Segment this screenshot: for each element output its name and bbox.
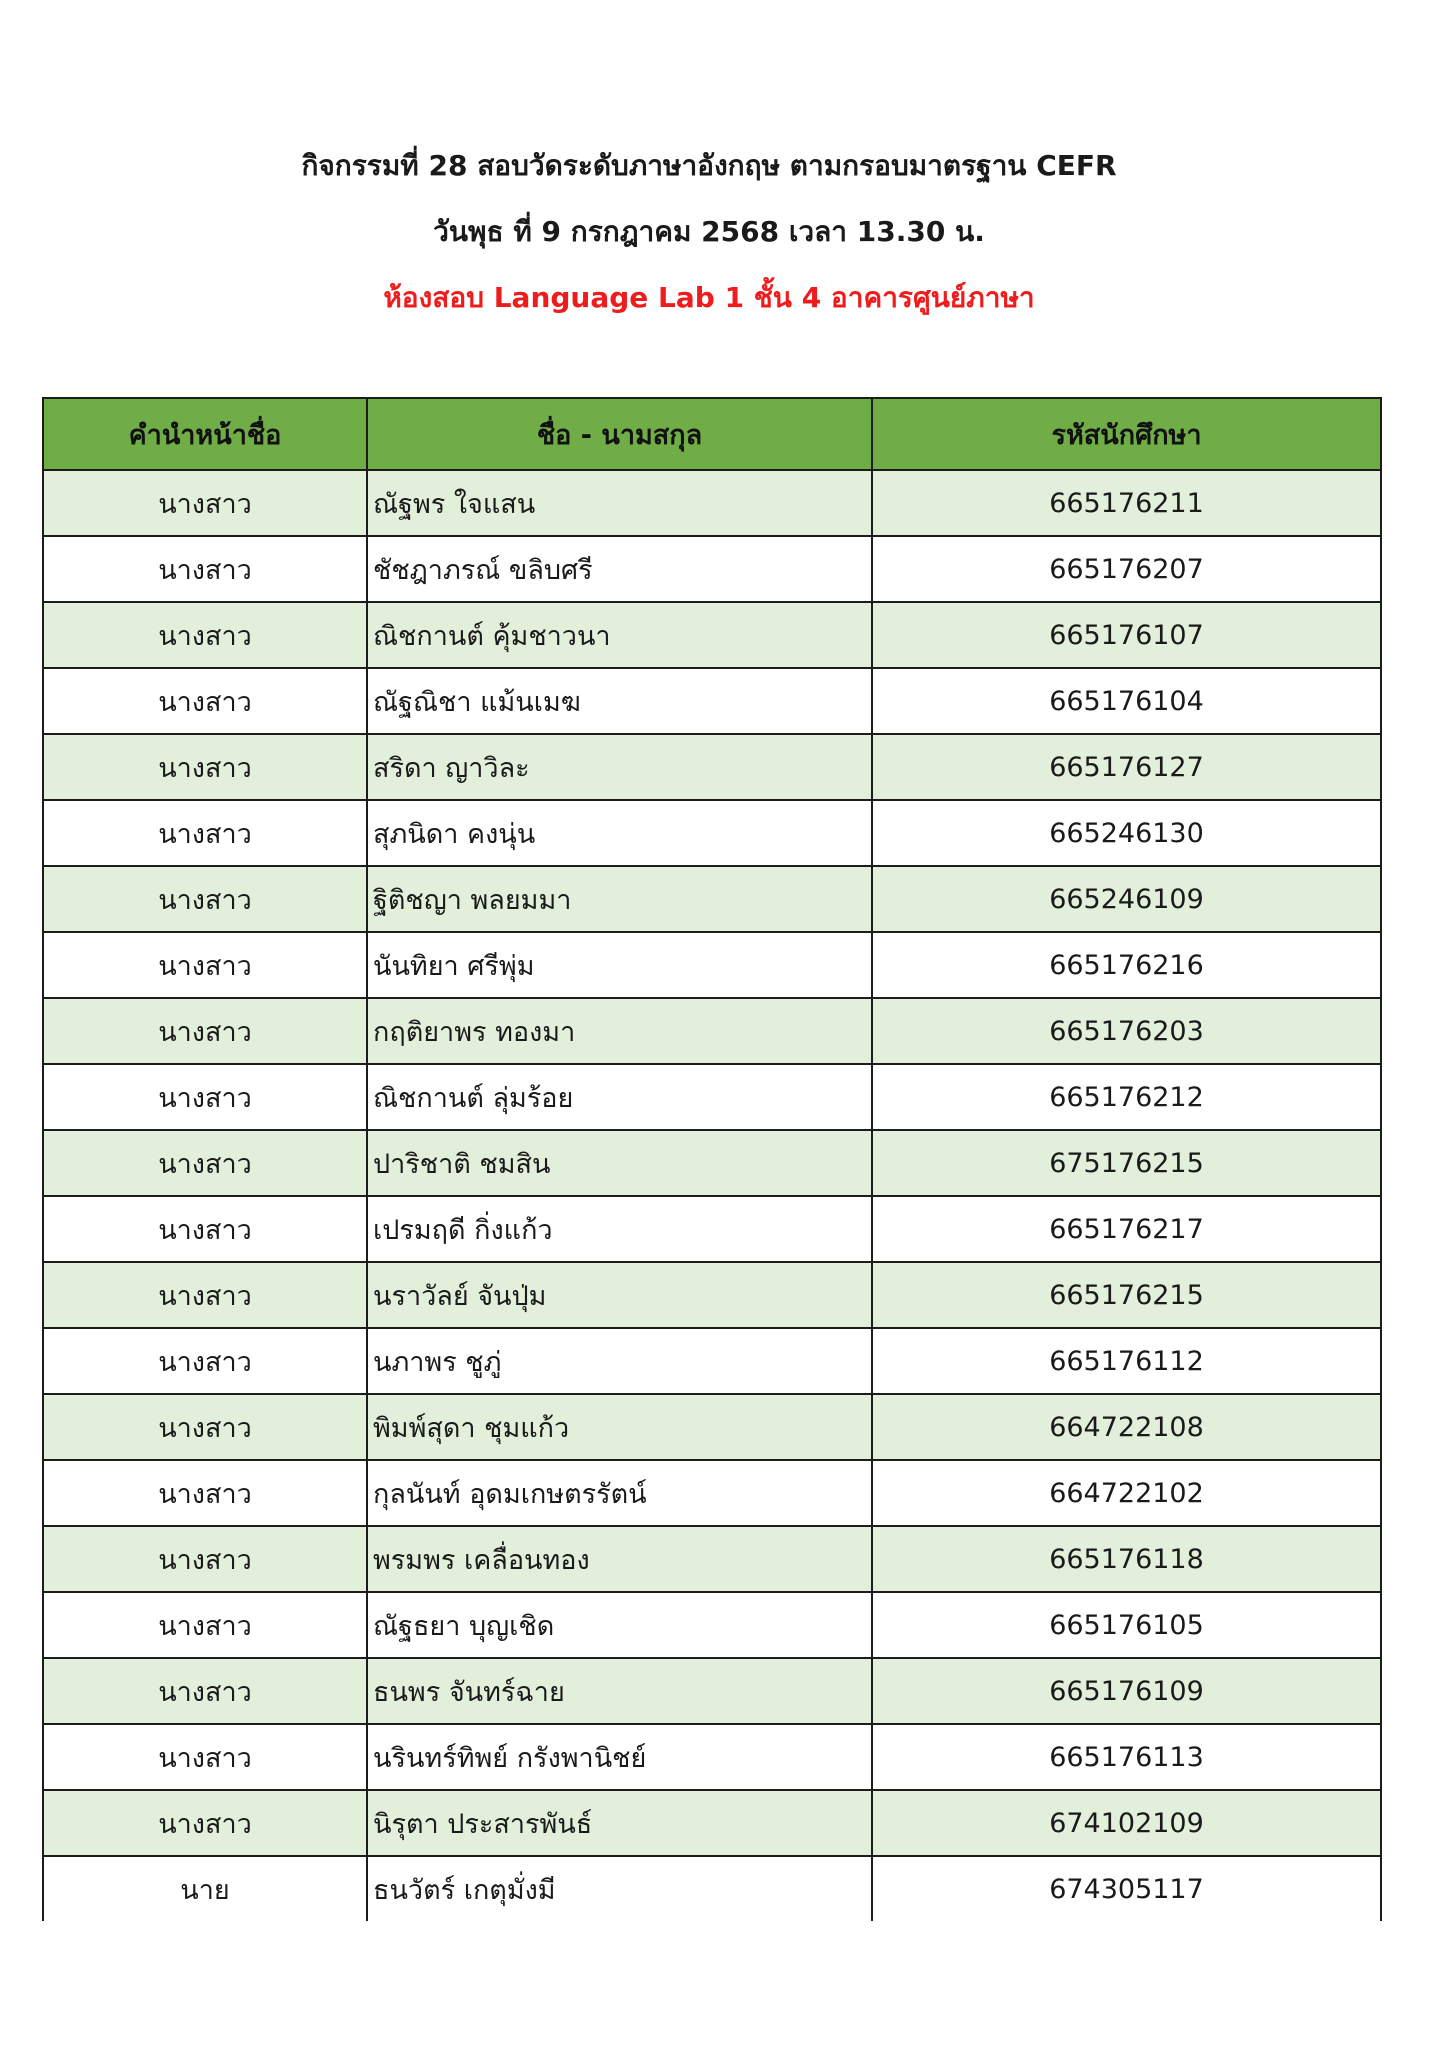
student-id-cell: 665176203 bbox=[872, 998, 1381, 1064]
table-row bbox=[43, 602, 1381, 668]
table-row bbox=[43, 800, 1381, 866]
student-id-cell: 665176104 bbox=[872, 668, 1381, 734]
prefix-cell: นางสาว bbox=[43, 1130, 367, 1196]
prefix-cell: นางสาว bbox=[43, 932, 367, 998]
name-cell: ปาริชาติ ชมสิน bbox=[367, 1130, 872, 1196]
table-row bbox=[43, 1526, 1381, 1592]
table-row bbox=[43, 1724, 1381, 1790]
name-cell: ฐิติชญา พลยมมา bbox=[367, 866, 872, 932]
name-cell: นันทิยา ศรีพุ่ม bbox=[367, 932, 872, 998]
prefix-cell: นางสาว bbox=[43, 998, 367, 1064]
prefix-cell: นางสาว bbox=[43, 1658, 367, 1724]
table-row bbox=[43, 470, 1381, 536]
name-cell: ณิชกานต์ ลุ่มร้อย bbox=[367, 1064, 872, 1130]
name-cell: สุภนิดา คงนุ่น bbox=[367, 800, 872, 866]
name-cell: นิรุตา ประสารพันธ์ bbox=[367, 1790, 872, 1856]
student-roster-table bbox=[42, 397, 1382, 1921]
table-row bbox=[43, 1790, 1381, 1856]
student-id-cell: 665176109 bbox=[872, 1658, 1381, 1724]
table-row bbox=[43, 1130, 1381, 1196]
table-row bbox=[43, 1856, 1381, 1921]
table-row bbox=[43, 1460, 1381, 1526]
table-row bbox=[43, 998, 1381, 1064]
name-cell: ณัฐพร ใจแสน bbox=[367, 470, 872, 536]
table-header bbox=[43, 398, 1381, 470]
table-row bbox=[43, 1592, 1381, 1658]
prefix-cell: นางสาว bbox=[43, 866, 367, 932]
prefix-cell: นางสาว bbox=[43, 1196, 367, 1262]
table-row bbox=[43, 866, 1381, 932]
prefix-cell: นางสาว bbox=[43, 668, 367, 734]
name-cell: ธนพร จันทร์ฉาย bbox=[367, 1658, 872, 1724]
student-id-cell: 665176107 bbox=[872, 602, 1381, 668]
student-id-cell: 665176211 bbox=[872, 470, 1381, 536]
student-id-cell: 665246109 bbox=[872, 866, 1381, 932]
name-cell: เปรมฤดี กิ่งแก้ว bbox=[367, 1196, 872, 1262]
name-cell: นภาพร ชูภู่ bbox=[367, 1328, 872, 1394]
student-id-cell: 674305117 bbox=[872, 1856, 1381, 1921]
column-header-name: ชื่อ - นามสกุล bbox=[367, 398, 872, 470]
table-row bbox=[43, 1658, 1381, 1724]
exam-room: ห้องสอบ Language Lab 1 ชั้น 4 อาคารศูนย์ภาษา bbox=[383, 281, 1035, 314]
name-cell: กุลนันท์ อุดมเกษตรรัตน์ bbox=[367, 1460, 872, 1526]
exam-date-time: วันพุธ ที่ 9 กรกฎาคม 2568 เวลา 13.30 น. bbox=[433, 215, 985, 248]
student-id-cell: 664722102 bbox=[872, 1460, 1381, 1526]
table-row bbox=[43, 932, 1381, 998]
header-row bbox=[43, 398, 1381, 470]
name-cell: ณิชกานต์ คุ้มชาวนา bbox=[367, 602, 872, 668]
student-id-cell: 665246130 bbox=[872, 800, 1381, 866]
student-id-cell: 665176113 bbox=[872, 1724, 1381, 1790]
prefix-cell: นางสาว bbox=[43, 1328, 367, 1394]
student-id-cell: 665176105 bbox=[872, 1592, 1381, 1658]
name-cell: ชัชฎาภรณ์ ขลิบศรี bbox=[367, 536, 872, 602]
name-cell: ธนวัตร์ เกตุมั่งมี bbox=[367, 1856, 872, 1921]
name-cell: นราวัลย์ จันปุ่ม bbox=[367, 1262, 872, 1328]
student-id-cell: 675176215 bbox=[872, 1130, 1381, 1196]
prefix-cell: นางสาว bbox=[43, 1790, 367, 1856]
column-header-prefix: คำนำหน้าชื่อ bbox=[43, 398, 367, 470]
student-id-cell: 665176112 bbox=[872, 1328, 1381, 1394]
page-title: กิจกรรมที่ 28 สอบวัดระดับภาษาอังกฤษ ตามกรอบมาตรฐาน CEFR bbox=[301, 149, 1117, 182]
table-body bbox=[43, 470, 1381, 1921]
prefix-cell: นางสาว bbox=[43, 1262, 367, 1328]
student-id-cell: 665176215 bbox=[872, 1262, 1381, 1328]
table-row bbox=[43, 1064, 1381, 1130]
prefix-cell: นางสาว bbox=[43, 602, 367, 668]
name-cell: พิมพ์สุดา ชุมแก้ว bbox=[367, 1394, 872, 1460]
name-cell: กฤติยาพร ทองมา bbox=[367, 998, 872, 1064]
student-id-cell: 665176207 bbox=[872, 536, 1381, 602]
name-cell: สริดา ญาวิละ bbox=[367, 734, 872, 800]
prefix-cell: นางสาว bbox=[43, 734, 367, 800]
student-id-cell: 674102109 bbox=[872, 1790, 1381, 1856]
prefix-cell: นางสาว bbox=[43, 1064, 367, 1130]
prefix-cell: นางสาว bbox=[43, 1592, 367, 1658]
prefix-cell: นางสาว bbox=[43, 470, 367, 536]
student-id-cell: 665176212 bbox=[872, 1064, 1381, 1130]
table-row bbox=[43, 1328, 1381, 1394]
prefix-cell: นางสาว bbox=[43, 1460, 367, 1526]
student-id-cell: 665176216 bbox=[872, 932, 1381, 998]
prefix-cell: นางสาว bbox=[43, 1394, 367, 1460]
student-id-cell: 665176217 bbox=[872, 1196, 1381, 1262]
name-cell: ณัฐณิชา แม้นเมฆ bbox=[367, 668, 872, 734]
table-row bbox=[43, 1196, 1381, 1262]
table-row bbox=[43, 536, 1381, 602]
column-header-student-id: รหัสนักศึกษา bbox=[872, 398, 1381, 470]
table-row bbox=[43, 1262, 1381, 1328]
name-cell: ณัฐธยา บุญเชิด bbox=[367, 1592, 872, 1658]
table-row bbox=[43, 668, 1381, 734]
table-row bbox=[43, 1394, 1381, 1460]
student-id-cell: 665176127 bbox=[872, 734, 1381, 800]
prefix-cell: นาย bbox=[43, 1856, 367, 1921]
table-row bbox=[43, 734, 1381, 800]
prefix-cell: นางสาว bbox=[43, 536, 367, 602]
prefix-cell: นางสาว bbox=[43, 1526, 367, 1592]
student-id-cell: 665176118 bbox=[872, 1526, 1381, 1592]
prefix-cell: นางสาว bbox=[43, 1724, 367, 1790]
student-id-cell: 664722108 bbox=[872, 1394, 1381, 1460]
name-cell: พรมพร เคลื่อนทอง bbox=[367, 1526, 872, 1592]
name-cell: นรินทร์ทิพย์ กรังพานิชย์ bbox=[367, 1724, 872, 1790]
prefix-cell: นางสาว bbox=[43, 800, 367, 866]
